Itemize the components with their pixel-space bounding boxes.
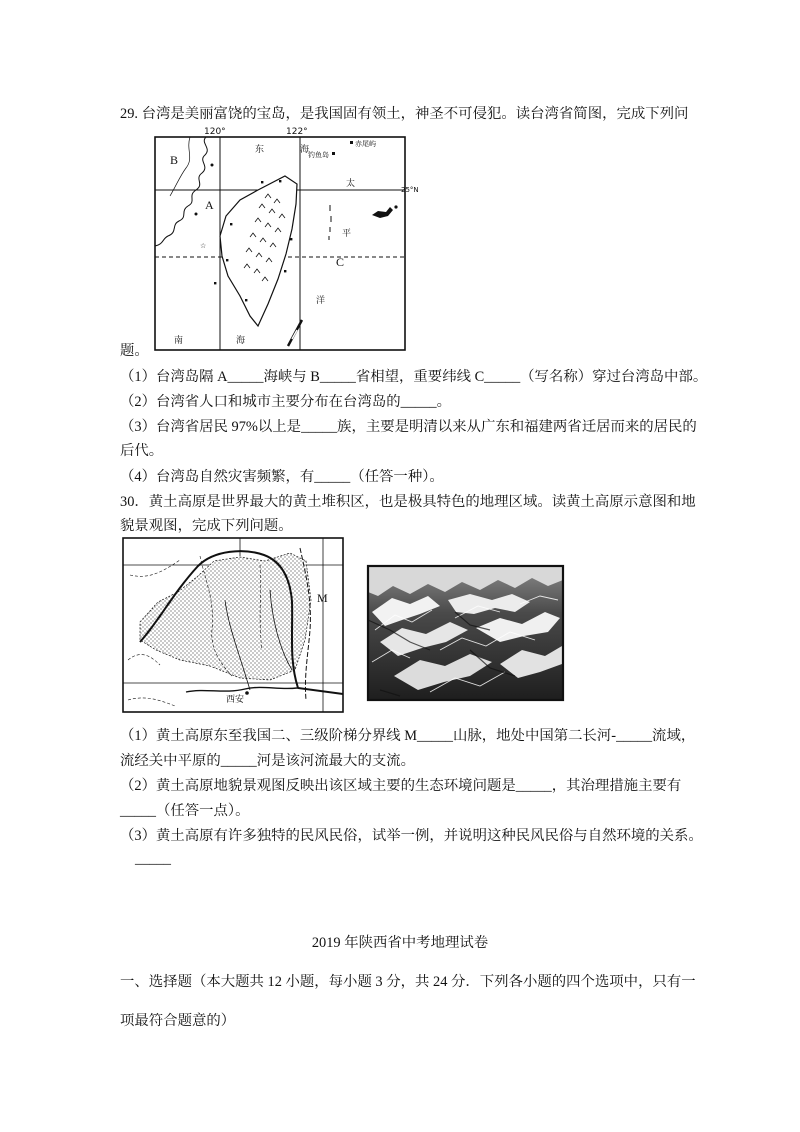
q30-sub1-line2: 流经关中平原的_____河是该河流最大的支流。 xyxy=(120,753,416,769)
q30-sub1-line1: （1）黄土高原东至我国二、三级阶梯分界线 M_____山脉，地处中国第二长河-_____流域， xyxy=(120,728,696,744)
label-pacific-2: 平 xyxy=(342,229,352,239)
chiwei-marker xyxy=(350,141,353,144)
q29-sub1: （1）台湾岛隔 A_____海峡与 B_____省相望，重要纬线 C_____（写名称）穿过台湾岛中部。 xyxy=(120,369,708,385)
q29-sub2: （2）台湾省人口和城市主要分布在台湾岛的_____。 xyxy=(120,394,451,410)
label-m: M xyxy=(317,591,328,605)
label-chiwei: 赤尾屿 xyxy=(355,140,376,148)
label-south-sea-2: 海 xyxy=(236,336,246,346)
label-pacific-3: 洋 xyxy=(316,296,326,306)
label-a: A xyxy=(205,198,214,212)
taiwan-map xyxy=(150,125,425,355)
section1-heading-line1: 一、选择题（本大题共 12 小题，每小题 3 分，共 24 分．下列各小题的四个选项中，只有一 xyxy=(120,974,696,990)
label-pacific-1: 太 xyxy=(346,179,356,189)
coastal-islet xyxy=(211,164,214,167)
diaoyu-marker xyxy=(332,152,335,155)
label-lat-25n: 25°N xyxy=(401,186,419,194)
label-south-sea-1: 南 xyxy=(174,336,184,346)
ryukyu-islet xyxy=(394,205,397,208)
label-xian: 西安 xyxy=(226,695,245,705)
exam-title: 2019 年陕西省中考地理试卷 xyxy=(311,935,489,951)
loess-plateau-map xyxy=(118,533,348,718)
label-lon-120: 120° xyxy=(204,127,226,137)
q30-sub2-line2: _____（任答一点）。 xyxy=(120,803,250,819)
q30-sub2-line1: （2）黄土高原地貌景观图反映出该区域主要的生态环境问题是_____，其治理措施主要有 xyxy=(120,778,682,794)
q29-sub3-line1: （3）台湾省居民 97%以上是_____族，主要是明清以来从广东和福建两省迁居而来的居民的 xyxy=(120,419,697,435)
q30-stem-line2: 貌景观图，完成下列问题。 xyxy=(120,518,293,534)
loess-landscape-photo xyxy=(365,563,567,703)
q30-sub3-answer-blank: _____ xyxy=(135,851,171,867)
coastal-symbol: ☆ xyxy=(200,242,207,250)
coastal-islet xyxy=(195,213,198,216)
xian-marker xyxy=(245,691,249,695)
label-b: B xyxy=(170,153,179,167)
q29-stem-line2: 题。 xyxy=(120,343,149,359)
label-c: C xyxy=(336,255,345,269)
q30-stem-line1: 30．黄土高原是世界最大的黄土堆积区，也是极具特色的地理区域。读黄土高原示意图和地 xyxy=(120,494,696,510)
label-east-sea-2: 海 xyxy=(300,145,310,155)
q30-sub3-line1: （3）黄土高原有许多独特的民风民俗，试举一例，并说明这种民风民俗与自然环境的关系。 xyxy=(120,828,703,844)
q29-sub4: （4）台湾岛自然灾害频繁，有_____（任答一种）。 xyxy=(120,469,444,485)
label-east-sea-1: 东 xyxy=(255,145,265,155)
q29-stem-line1: 29. 台湾是美丽富饶的宝岛，是我国固有领土，神圣不可侵犯。读台湾省简图，完成下列问 xyxy=(120,106,689,122)
label-lon-122: 122° xyxy=(286,127,308,137)
q29-sub3-line2: 后代。 xyxy=(120,443,164,459)
section1-heading-line2: 项最符合题意的） xyxy=(120,1013,236,1029)
label-diaoyu: 钓鱼岛 xyxy=(308,151,329,159)
